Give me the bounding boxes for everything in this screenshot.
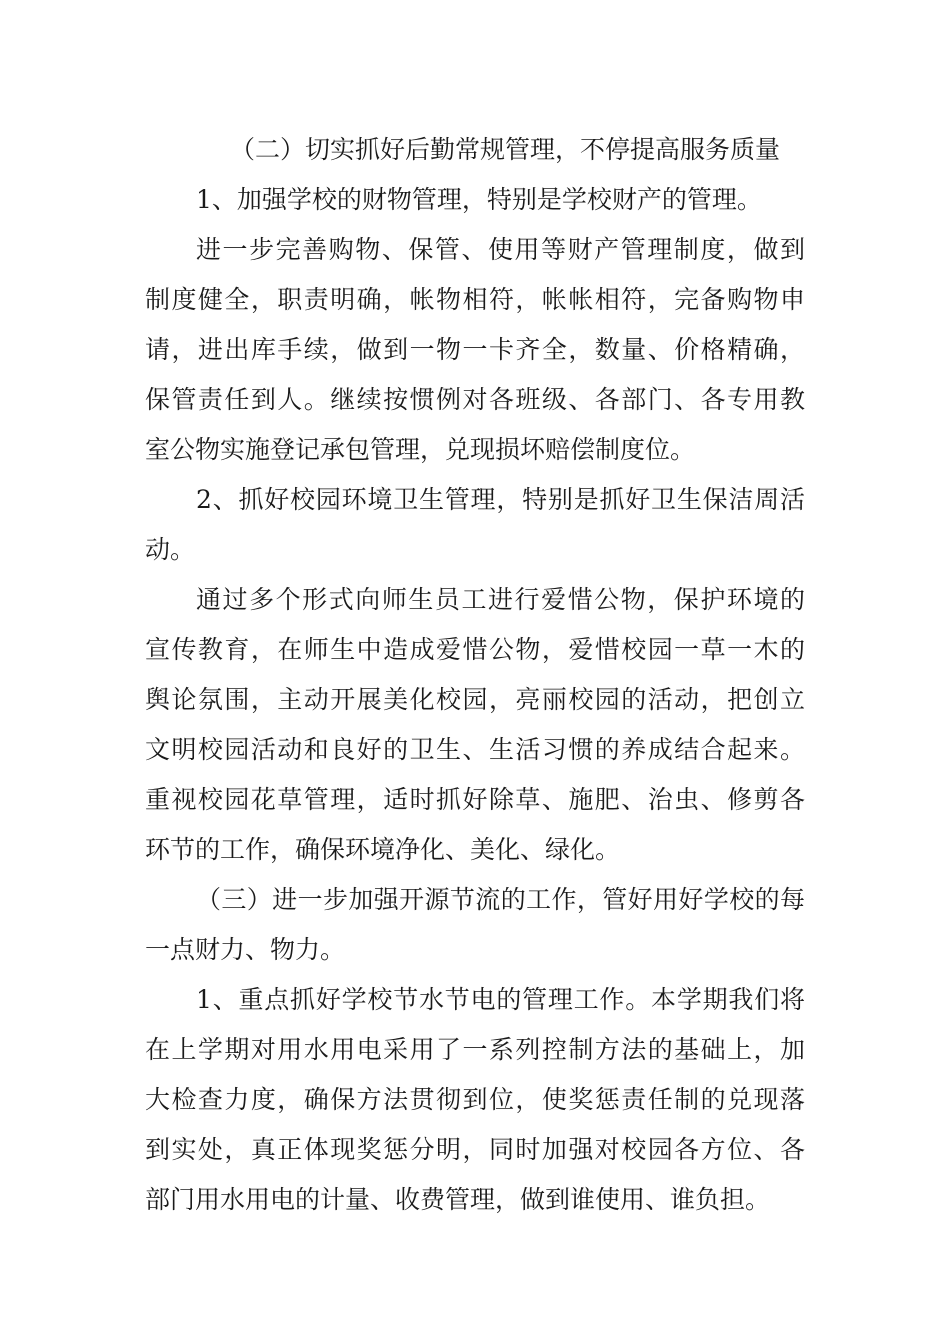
paragraph-line: 保管责任到人。继续按惯例对各班级、各部门、各专用教 xyxy=(145,385,805,414)
subheading-2: 2、抓好校园环境卫生管理，特别是抓好卫生保洁周活 xyxy=(196,485,805,514)
paragraph-line: 到实处，真正体现奖惩分明，同时加强对校园各方位、各 xyxy=(145,1135,805,1164)
subheading-1: 1、加强学校的财物管理，特别是学校财产的管理。 xyxy=(196,185,762,214)
paragraph-line: 制度健全，职责明确，帐物相符，帐帐相符，完备购物申 xyxy=(145,285,805,314)
paragraph-line: 进一步完善购物、保管、使用等财产管理制度，做到 xyxy=(196,235,805,264)
paragraph-line: 舆论氛围，主动开展美化校园，亮丽校园的活动，把创立 xyxy=(145,685,805,714)
paragraph-line: 在上学期对用水用电采用了一系列控制方法的基础上，加 xyxy=(145,1035,805,1064)
paragraph-line: 1、重点抓好学校节水节电的管理工作。本学期我们将 xyxy=(196,985,805,1014)
section-heading-3-cont: 一点财力、物力。 xyxy=(145,935,346,964)
paragraph-line: 通过多个形式向师生员工进行爱惜公物，保护环境的 xyxy=(196,585,805,614)
paragraph-line: 部门用水用电的计量、收费管理，做到谁使用、谁负担。 xyxy=(145,1185,771,1214)
paragraph-line: 请，进出库手续，做到一物一卡齐全，数量、价格精确， xyxy=(145,335,805,364)
subheading-2-cont: 动。 xyxy=(145,535,196,564)
paragraph-line: 重视校园花草管理，适时抓好除草、施肥、治虫、修剪各 xyxy=(145,785,805,814)
paragraph-line: 环节的工作，确保环境净化、美化、绿化。 xyxy=(145,835,621,864)
paragraph-line: 宣传教育，在师生中造成爱惜公物，爱惜校园一草一木的 xyxy=(145,635,805,664)
paragraph-line: 文明校园活动和良好的卫生、生活习惯的养成结合起来。 xyxy=(145,735,805,764)
section-heading-2: （二）切实抓好后勤常规管理，不停提高服务质量 xyxy=(230,135,781,164)
paragraph-line: 大检查力度，确保方法贯彻到位，使奖惩责任制的兑现落 xyxy=(145,1085,805,1114)
paragraph-line: 室公物实施登记承包管理，兑现损坏赔偿制度位。 xyxy=(145,435,696,464)
section-heading-3: （三）进一步加强开源节流的工作，管好用好学校的每 xyxy=(196,885,805,914)
